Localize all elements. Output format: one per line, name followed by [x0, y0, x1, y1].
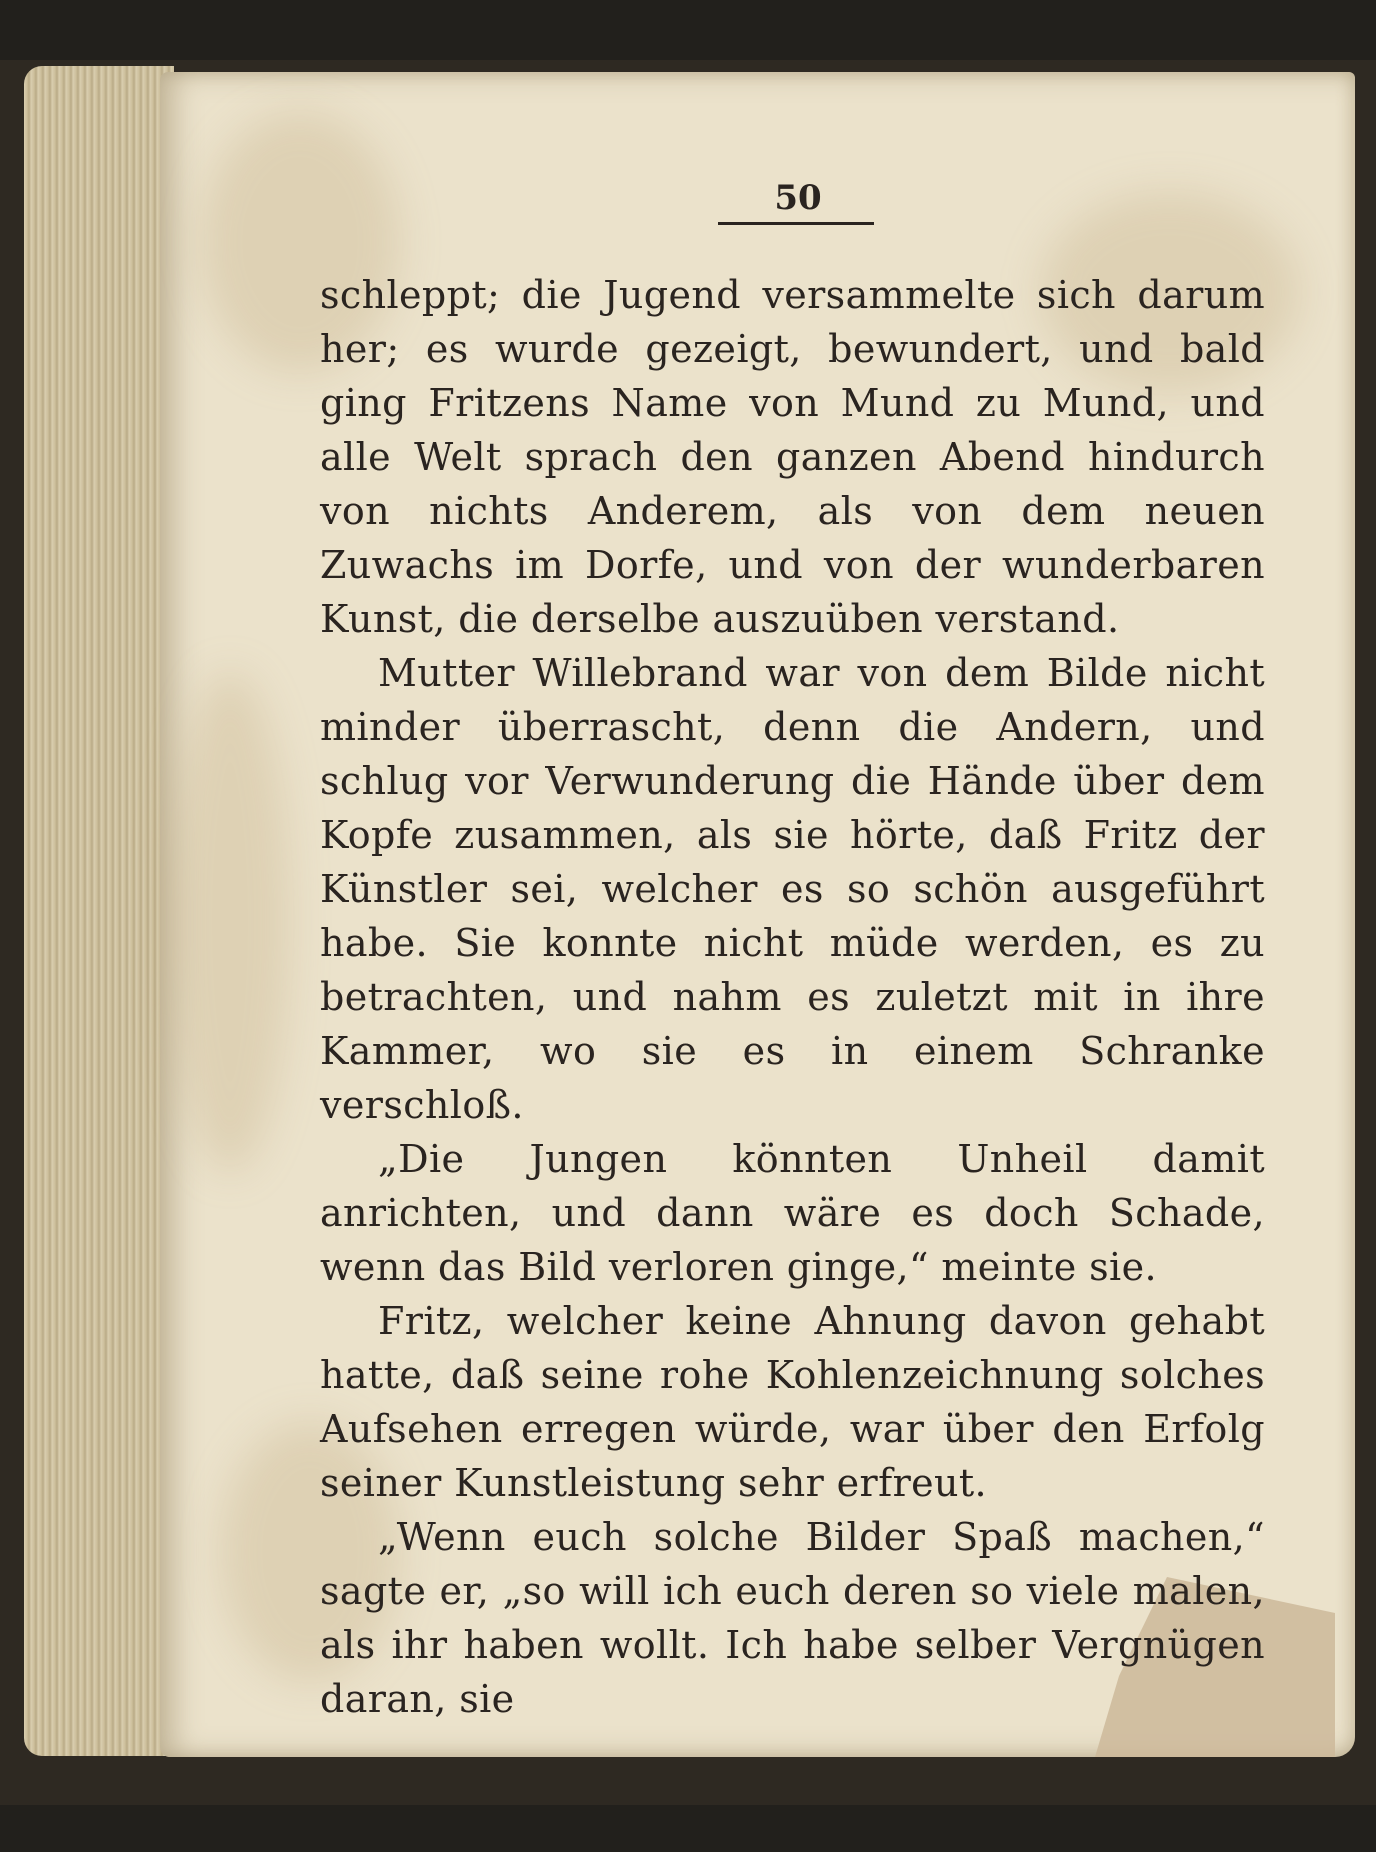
body-text: [320, 268, 1265, 1726]
page-number: 50: [774, 178, 822, 218]
paragraph: „Die Jungen könnten Unheil damit anrichten, und dann wäre es doch Schade, wenn das Bild verloren ginge,“ meinte sie.: [320, 1137, 1265, 1289]
paragraph: Fritz, welcher keine Ahnung davon gehabt hatte, daß seine rohe Kohlenzeichnung solches Aufsehen erregen würde, war über den Erfolg seiner Kunstleistung sehr erfreut.: [320, 1299, 1265, 1505]
paper-stain: [170, 672, 290, 1172]
page-number-rule: [718, 222, 874, 225]
paragraph: schleppt; die Jugend versammelte sich darum her; es wurde gezeigt, bewundert, und bald ging Fritzens Name von Mund zu Mund, und alle Welt sprach den ganzen Abend hindurch von nichts Anderem, als von dem neuen Zuwachs im Dorfe, und von der wunderbaren Kunst, die derselbe auszuüben verstand.: [320, 273, 1265, 641]
paragraph: „Wenn euch solche Bilder Spaß machen,“ sagte er, „so will ich euch deren so viele malen, als ihr haben wollt. Ich habe selber Vergnügen daran, sie: [320, 1515, 1265, 1721]
paragraph: Mutter Willebrand war von dem Bilde nicht minder überrascht, denn die Andern, und schlug vor Verwunderung die Hände über dem Kopfe zusammen, als sie hörte, daß Fritz der Künstler sei, welcher es so schön ausgeführt habe. Sie konnte nicht müde werden, es zu betrachten, und nahm es zuletzt mit in ihre Kammer, wo sie es in einem Schranke verschloß.: [320, 651, 1265, 1127]
page-edges: [24, 66, 174, 1756]
